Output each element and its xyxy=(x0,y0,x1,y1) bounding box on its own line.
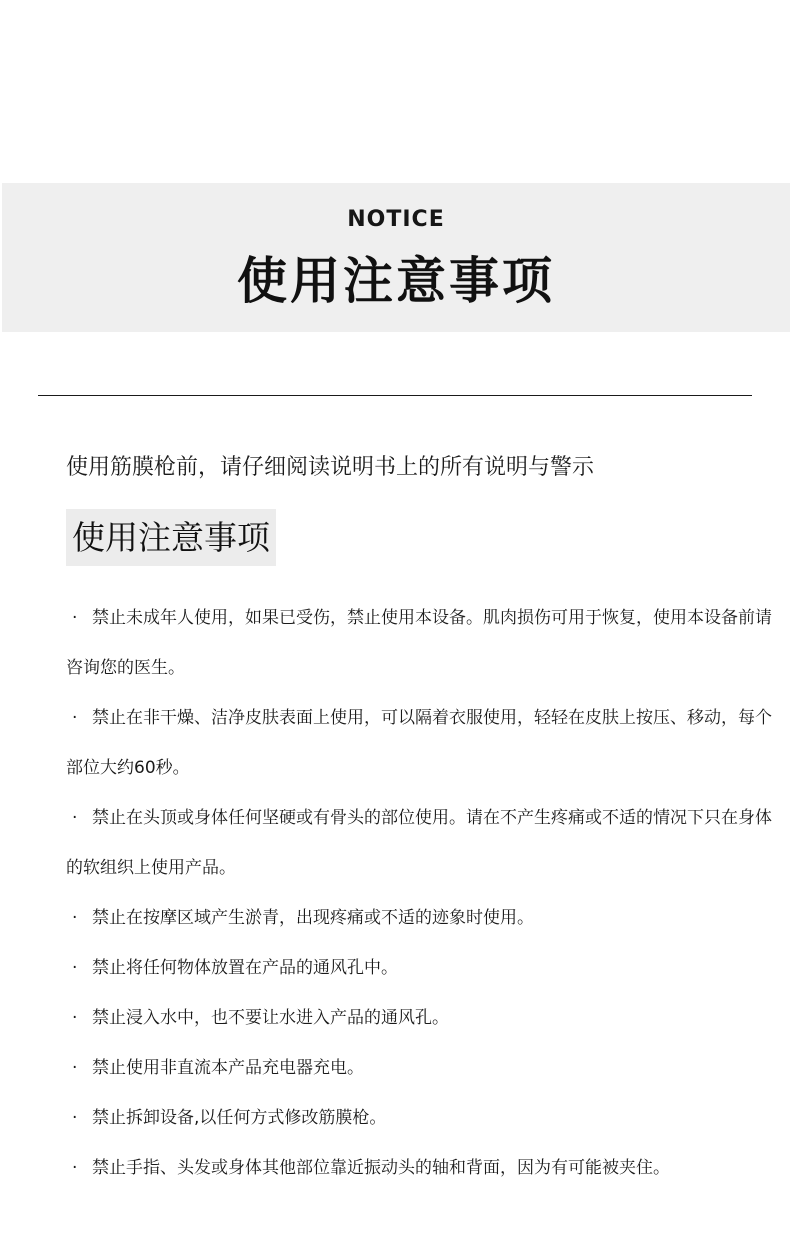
notice-item xyxy=(66,1093,776,1143)
bullet-icon: · xyxy=(72,1008,78,1028)
bullet-icon: · xyxy=(72,1158,78,1178)
bullet-icon: · xyxy=(72,958,78,978)
notice-item-text: 禁止手指、头发或身体其他部位靠近振动头的轴和背面，因为有可能被夹住。 xyxy=(92,1158,670,1178)
notice-item xyxy=(66,693,776,793)
notice-item-text: 禁止在非干燥、洁净皮肤表面上使用，可以隔着衣服使用，轻轻在皮肤上按压、移动，每个部位大约60秒。 xyxy=(66,708,772,778)
bullet-icon: · xyxy=(72,608,78,628)
bullet-icon: · xyxy=(72,808,78,828)
notice-item-text: 禁止拆卸设备,以任何方式修改筋膜枪。 xyxy=(92,1108,387,1128)
notice-item-text: 禁止未成年人使用，如果已受伤，禁止使用本设备。肌肉损伤可用于恢复，使用本设备前请咨询您的医生。 xyxy=(66,608,772,678)
banner-title-cn: 使用注意事项 xyxy=(237,252,555,310)
notice-item-text: 禁止在按摩区域产生淤青，出现疼痛或不适的迹象时使用。 xyxy=(92,908,534,928)
notice-item xyxy=(66,943,776,993)
notice-item xyxy=(66,1143,776,1193)
notice-item xyxy=(66,593,776,693)
notice-item-text: 禁止在头顶或身体任何坚硬或有骨头的部位使用。请在不产生疼痛或不适的情况下只在身体的软组织上使用产品。 xyxy=(66,808,772,878)
notice-item xyxy=(66,1043,776,1093)
notice-banner xyxy=(2,183,790,332)
notice-item-text: 禁止使用非直流本产品充电器充电。 xyxy=(92,1058,364,1078)
intro-text: 使用筋膜枪前，请仔细阅读说明书上的所有说明与警示 xyxy=(66,455,595,480)
banner-title-en: NOTICE xyxy=(347,207,445,232)
bullet-icon: · xyxy=(72,1058,78,1078)
notice-item xyxy=(66,793,776,893)
bullet-icon: · xyxy=(72,708,78,728)
notice-item-text: 禁止浸入水中，也不要让水进入产品的通风孔。 xyxy=(92,1008,449,1028)
divider-line xyxy=(38,395,752,396)
section-heading: 使用注意事项 xyxy=(66,509,276,566)
bullet-icon: · xyxy=(72,1108,78,1128)
bullet-icon: · xyxy=(72,908,78,928)
notice-list xyxy=(66,593,776,1193)
notice-item xyxy=(66,993,776,1043)
notice-item xyxy=(66,893,776,943)
notice-item-text: 禁止将任何物体放置在产品的通风孔中。 xyxy=(92,958,398,978)
